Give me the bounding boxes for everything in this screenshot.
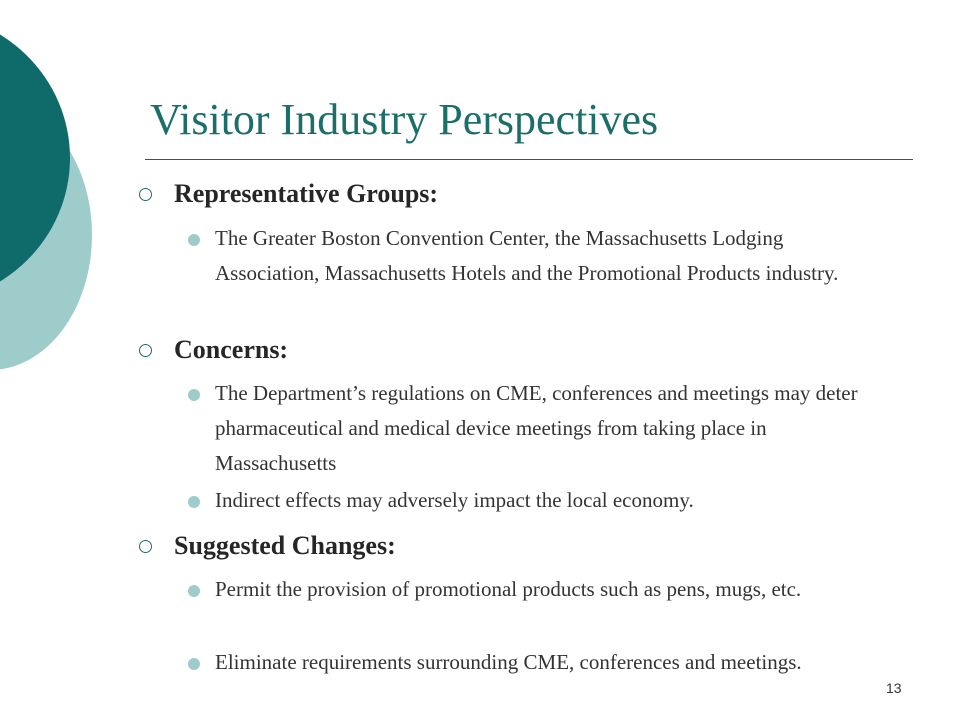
bullet-dot-icon <box>188 585 200 597</box>
section-representative-groups <box>139 179 438 209</box>
bullet-dot-icon <box>188 496 200 508</box>
section-heading: Representative Groups: <box>174 179 439 208</box>
bullet-item <box>215 221 875 291</box>
bullet-item <box>215 645 875 680</box>
section-marker-icon <box>139 344 152 357</box>
bullet-text: Permit the provision of promotional products such as pens, mugs, etc. <box>215 577 802 601</box>
bullet-text: The Greater Boston Convention Center, the Massachusetts Lodging Association, Massachusetts Hotels and the Promotional Products industry. <box>215 226 839 285</box>
bullet-text: Eliminate requirements surrounding CME, conferences and meetings. <box>215 650 802 674</box>
bullet-dot-icon <box>188 389 200 401</box>
bullet-item <box>215 483 875 518</box>
slide-number: 13 <box>886 680 902 696</box>
bullet-item <box>215 376 875 481</box>
bullet-item <box>215 572 875 607</box>
section-heading: Concerns: <box>174 335 289 364</box>
section-suggested-changes <box>139 531 396 561</box>
bullet-text: The Department’s regulations on CME, conferences and meetings may deter pharmaceutical and medical device meetings from taking place in Massachusetts <box>215 381 858 475</box>
slide-title: Visitor Industry Perspectives <box>150 95 659 144</box>
section-heading: Suggested Changes: <box>174 531 396 560</box>
bullet-dot-icon <box>188 658 200 670</box>
section-concerns <box>139 335 288 365</box>
bullet-dot-icon <box>188 234 200 246</box>
bullet-text: Indirect effects may adversely impact the local economy. <box>215 488 694 512</box>
section-marker-icon <box>139 540 152 553</box>
section-marker-icon <box>139 188 152 201</box>
